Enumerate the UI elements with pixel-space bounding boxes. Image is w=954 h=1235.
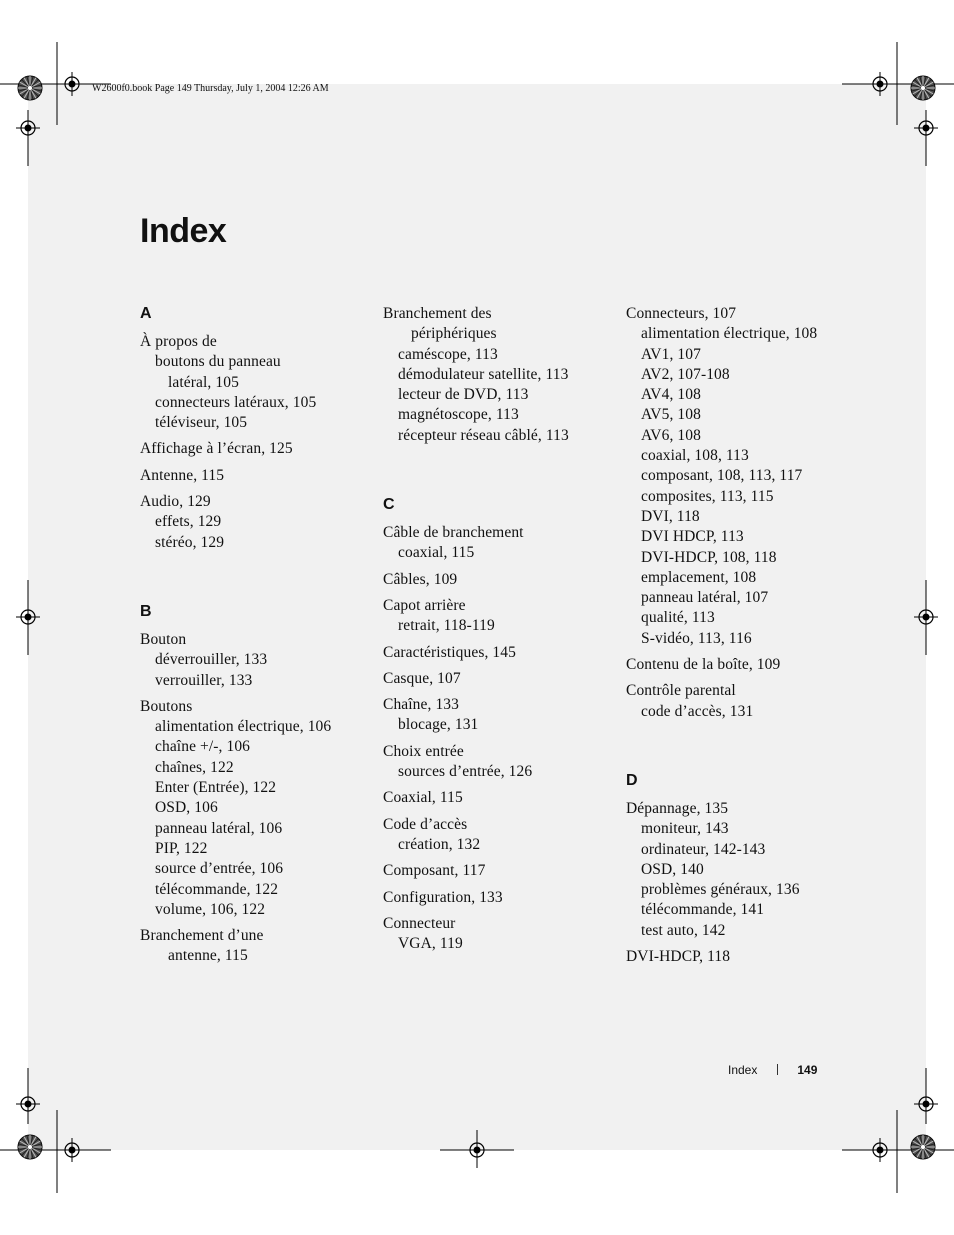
index-subterm: VGA, 119 — [398, 935, 463, 953]
index-subterm: verrouiller, 133 — [155, 671, 253, 689]
index-subterm: lecteur de DVD, 113 — [398, 386, 529, 404]
section-gap — [626, 728, 866, 771]
index-subterm: caméscope, 113 — [398, 345, 498, 363]
index-subterm: DVI-HDCP, 108, 118 — [641, 548, 777, 566]
index-subterm: téléviseur, 105 — [155, 414, 248, 432]
index-subterm: test auto, 142 — [641, 921, 726, 939]
index-term: Choix entrée — [383, 742, 464, 760]
index-entry — [140, 466, 380, 486]
index-term: Caractéristiques, 145 — [383, 643, 516, 661]
index-term: Contrôle parental — [626, 682, 736, 700]
index-term: Composant, 117 — [383, 862, 486, 880]
index-subterm: télécommande, 141 — [641, 901, 765, 919]
index-entry — [140, 697, 380, 920]
index-subterm: Enter (Entrée), 122 — [155, 779, 277, 797]
index-column-2 — [383, 304, 623, 960]
index-letter-heading: B — [140, 602, 152, 620]
index-term: DVI-HDCP, 118 — [626, 948, 731, 966]
index-entry — [626, 655, 866, 675]
index-subterm: sources d’entrée, 126 — [398, 763, 533, 781]
index-entry — [140, 630, 380, 691]
index-subterm: antenne, 115 — [168, 947, 248, 965]
index-subterm: OSD, 106 — [155, 799, 218, 817]
index-subterm: emplacement, 108 — [641, 568, 757, 586]
index-term: Boutons — [140, 697, 193, 715]
index-subterm: périphériques — [411, 325, 497, 343]
index-entry — [383, 861, 623, 881]
section-gap — [140, 559, 380, 602]
index-subterm: coaxial, 115 — [398, 544, 475, 562]
index-entry — [383, 695, 623, 736]
index-column-3 — [626, 304, 866, 973]
index-entry — [626, 304, 866, 649]
index-term: Audio, 129 — [140, 493, 211, 511]
index-term: Casque, 107 — [383, 669, 461, 687]
index-column-1 — [140, 304, 380, 973]
index-term: Câbles, 109 — [383, 570, 458, 588]
index-subterm: ordinateur, 142-143 — [641, 840, 766, 858]
print-slug: W2600f0.book Page 149 Thursday, July 1, 2004 12:26 AM — [92, 83, 329, 94]
index-term: Antenne, 115 — [140, 466, 225, 484]
index-subterm: coaxial, 108, 113 — [641, 447, 749, 465]
index-subterm: code d’accès, 131 — [641, 702, 754, 720]
index-term: À propos de — [140, 333, 217, 350]
index-subterm: OSD, 140 — [641, 860, 704, 878]
index-entry — [140, 492, 380, 553]
index-subterm: AV5, 108 — [641, 406, 701, 424]
index-subterm: alimentation électrique, 106 — [155, 718, 332, 736]
footer-divider — [777, 1064, 778, 1075]
index-entry — [383, 669, 623, 689]
index-entry — [383, 742, 623, 783]
index-subterm: chaînes, 122 — [155, 758, 234, 776]
index-term: Connecteurs, 107 — [626, 305, 737, 322]
index-subterm: alimentation électrique, 108 — [641, 325, 818, 343]
index-subterm: AV2, 107-108 — [641, 365, 730, 383]
index-term: Bouton — [140, 630, 187, 648]
index-entry — [626, 947, 866, 967]
index-subterm: création, 132 — [398, 835, 481, 853]
index-term: Affichage à l’écran, 125 — [140, 440, 293, 458]
index-entry — [140, 439, 380, 459]
index-entry — [383, 304, 623, 446]
index-entry — [626, 799, 866, 941]
index-subterm: moniteur, 143 — [641, 820, 729, 838]
index-subterm: AV4, 108 — [641, 386, 701, 404]
index-term: Branchement d’une — [140, 927, 264, 945]
page-title: Index — [140, 212, 227, 250]
index-subterm: récepteur réseau câblé, 113 — [398, 426, 569, 444]
index-term: Contenu de la boîte, 109 — [626, 656, 781, 674]
index-subterm: panneau latéral, 107 — [641, 589, 769, 607]
index-term: Code d’accès — [383, 815, 468, 833]
index-letter-heading: C — [383, 496, 395, 514]
index-subterm: blocage, 131 — [398, 716, 479, 734]
index-subterm: télécommande, 122 — [155, 880, 279, 898]
index-term: Coaxial, 115 — [383, 789, 463, 807]
index-subterm: S-vidéo, 113, 116 — [641, 629, 752, 647]
index-entry — [383, 888, 623, 908]
footer-section: Index — [728, 1063, 758, 1077]
index-term: Branchement des — [383, 305, 492, 322]
index-entry — [383, 914, 623, 955]
index-entry — [140, 926, 380, 967]
index-subterm: magnétoscope, 113 — [398, 406, 519, 424]
index-subterm: stéréo, 129 — [155, 533, 225, 551]
index-entry — [626, 681, 866, 722]
page-footer — [728, 1063, 817, 1077]
index-subterm: composites, 113, 115 — [641, 487, 774, 505]
index-subterm: chaîne +/-, 106 — [155, 738, 251, 756]
index-subterm: composant, 108, 113, 117 — [641, 467, 803, 485]
index-subterm: volume, 106, 122 — [155, 900, 266, 918]
index-subterm: DVI, 118 — [641, 507, 700, 525]
index-entry — [383, 815, 623, 856]
index-subterm: DVI HDCP, 113 — [641, 528, 744, 546]
index-entry — [383, 596, 623, 637]
index-subterm: effets, 129 — [155, 513, 222, 531]
index-term: Connecteur — [383, 914, 456, 932]
index-term: Câble de branchement — [383, 524, 524, 542]
index-term: Capot arrière — [383, 596, 466, 614]
index-term: Dépannage, 135 — [626, 799, 729, 817]
index-subterm: source d’entrée, 106 — [155, 860, 284, 878]
index-subterm: problèmes généraux, 136 — [641, 881, 800, 899]
index-entry — [383, 523, 623, 564]
index-subterm: boutons du panneau — [155, 353, 281, 371]
index-subterm: AV1, 107 — [641, 345, 701, 363]
index-letter-heading: D — [626, 771, 638, 789]
index-subterm: démodulateur satellite, 113 — [398, 365, 569, 383]
index-entry — [383, 643, 623, 663]
index-subterm: retrait, 118-119 — [398, 617, 495, 635]
index-term: Configuration, 133 — [383, 888, 503, 906]
index-entry — [140, 332, 380, 433]
index-subterm: PIP, 122 — [155, 839, 208, 857]
index-subterm: connecteurs latéraux, 105 — [155, 393, 317, 411]
index-term: Chaîne, 133 — [383, 696, 460, 714]
index-letter-heading: A — [140, 305, 152, 322]
index-subterm: qualité, 113 — [641, 609, 715, 627]
index-subterm: AV6, 108 — [641, 426, 701, 444]
index-subterm: panneau latéral, 106 — [155, 819, 283, 837]
index-entry — [383, 570, 623, 590]
section-gap — [383, 452, 623, 495]
page-number: 149 — [797, 1063, 818, 1077]
index-subterm: déverrouiller, 133 — [155, 651, 268, 669]
index-subterm: latéral, 105 — [168, 373, 239, 391]
index-entry — [383, 788, 623, 808]
